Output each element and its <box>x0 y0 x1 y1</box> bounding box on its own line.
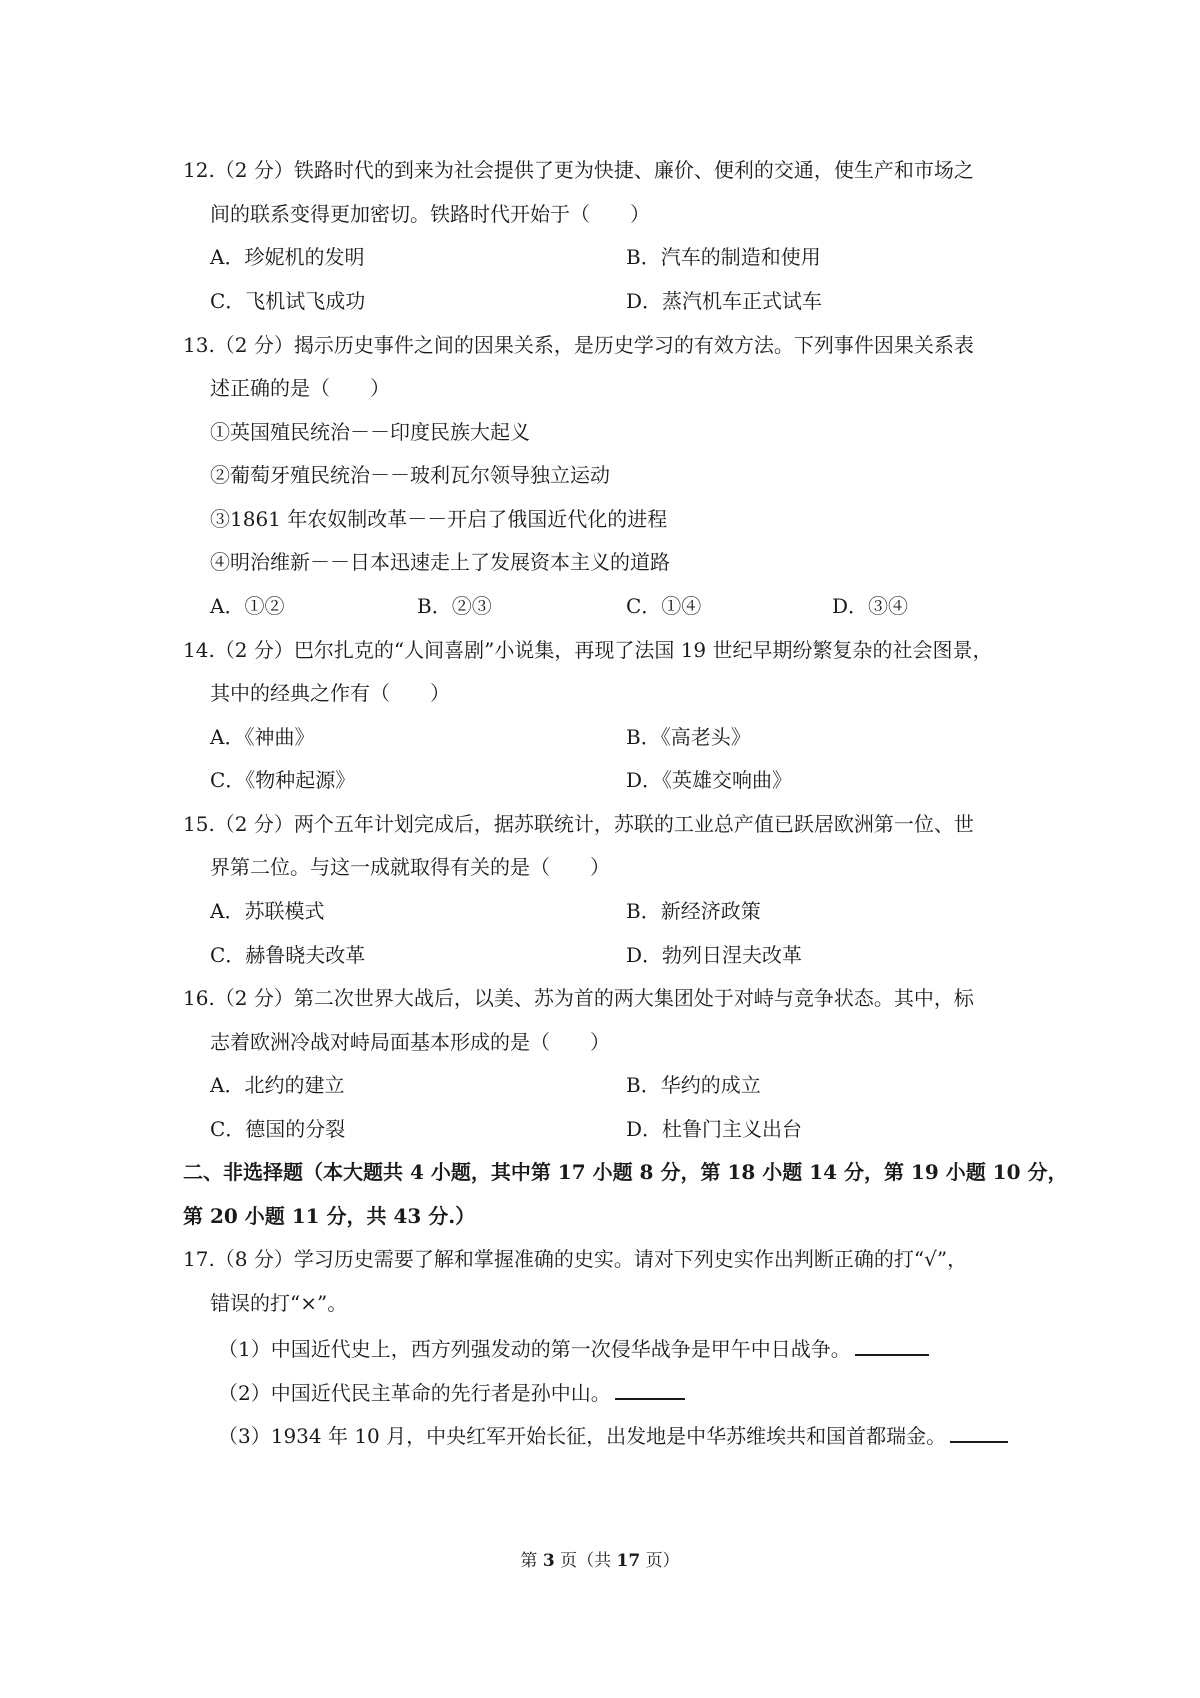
footer-total-pages: 17 <box>616 1551 641 1571</box>
q15-option-d: D．勃列日涅夫改革 <box>626 943 803 967</box>
q14-stem-line1: 14.（2 分）巴尔扎克的“人间喜剧”小说集，再现了法国 19 世纪早期纷繁复杂的社会图景， <box>183 638 993 662</box>
q12-stem-line1: 12.（2 分）铁路时代的到来为社会提供了更为快捷、廉价、便利的交通，使生产和市场之 <box>183 158 974 182</box>
q16-stem-line2: 志着欧洲冷战对峙局面基本形成的是（ ） <box>210 1030 610 1054</box>
answer-blank[interactable] <box>950 1419 1008 1443</box>
q14-option-d: D．《英雄交响曲》 <box>626 768 793 792</box>
q16-option-a: A．北约的建立 <box>210 1073 345 1097</box>
q17-sub-2 <box>218 1376 685 1407</box>
q12-stem-line2: 间的联系变得更加密切。铁路时代开始于（ ） <box>210 202 650 226</box>
q15-option-b: B．新经济政策 <box>626 899 761 923</box>
q15-stem-line2: 界第二位。与这一成就取得有关的是（ ） <box>210 855 610 879</box>
answer-blank[interactable] <box>855 1332 929 1356</box>
q17-stem-line2: 错误的打“×”。 <box>210 1291 348 1315</box>
footer-mid: 页（共 <box>560 1551 612 1571</box>
q17-sub-1-text: （1）中国近代史上，西方列强发动的第一次侵华战争是甲午中日战争。 <box>218 1337 851 1361</box>
q14-option-c: C．《物种起源》 <box>210 768 356 792</box>
answer-blank[interactable] <box>615 1376 685 1400</box>
q16-stem-line1: 16.（2 分）第二次世界大战后，以美、苏为首的两大集团处于对峙与竞争状态。其中，标 <box>183 986 974 1010</box>
q13-option-c: C．①④ <box>626 594 702 618</box>
q16-option-c: C．德国的分裂 <box>210 1117 346 1141</box>
q15-option-a: A．苏联模式 <box>210 899 325 923</box>
q13-option-b: B．②③ <box>417 594 492 618</box>
section-heading-line2: 第 20 小题 11 分，共 43 分.） <box>183 1204 476 1228</box>
q13-stem-line1: 13.（2 分）揭示历史事件之间的因果关系，是历史学习的有效方法。下列事件因果关系表 <box>183 333 974 357</box>
footer-prefix: 第 <box>520 1551 538 1571</box>
q17-sub-3 <box>218 1419 1008 1450</box>
footer-suffix: 页） <box>645 1551 680 1571</box>
q13-item-4: ④明治维新－－日本迅速走上了发展资本主义的道路 <box>210 550 670 574</box>
q12-option-c: C．飞机试飞成功 <box>210 289 366 313</box>
q17-sub-3-text: （3）1934 年 10 月，中央红军开始长征，出发地是中华苏维埃共和国首都瑞金。 <box>218 1424 947 1448</box>
page-footer <box>0 1549 1200 1573</box>
q13-item-1: ①英国殖民统治－－印度民族大起义 <box>210 420 530 444</box>
q13-option-d: D．③④ <box>832 594 909 618</box>
section-heading-line1: 二、非选择题（本大题共 4 小题，其中第 17 小题 8 分，第 18 小题 14 分，第 19 小题 10 分， <box>183 1160 1068 1184</box>
q16-option-b: B．华约的成立 <box>626 1073 761 1097</box>
q14-option-a: A．《神曲》 <box>210 725 315 749</box>
q17-sub-1 <box>218 1332 929 1363</box>
footer-page-number: 3 <box>542 1551 555 1571</box>
q12-option-a: A．珍妮机的发明 <box>210 245 365 269</box>
q13-option-a: A．①② <box>210 594 285 618</box>
q13-item-2: ②葡萄牙殖民统治－－玻利瓦尔领导独立运动 <box>210 463 610 487</box>
q17-sub-2-text: （2）中国近代民主革命的先行者是孙中山。 <box>218 1381 611 1405</box>
q13-item-3: ③1861 年农奴制改革－－开启了俄国近代化的进程 <box>210 507 668 531</box>
q14-option-b: B．《高老头》 <box>626 725 751 749</box>
q15-stem-line1: 15.（2 分）两个五年计划完成后，据苏联统计，苏联的工业总产值已跃居欧洲第一位、世 <box>183 812 974 836</box>
q17-stem-line1: 17.（8 分）学习历史需要了解和掌握准确的史实。请对下列史实作出判断正确的打“√”， <box>183 1247 968 1271</box>
q16-option-d: D．杜鲁门主义出台 <box>626 1117 803 1141</box>
q13-stem-line2: 述正确的是（ ） <box>210 376 390 400</box>
q12-option-d: D．蒸汽机车正式试车 <box>626 289 823 313</box>
q15-option-c: C．赫鲁晓夫改革 <box>210 943 366 967</box>
q14-stem-line2: 其中的经典之作有（ ） <box>210 681 450 705</box>
q12-option-b: B．汽车的制造和使用 <box>626 245 821 269</box>
